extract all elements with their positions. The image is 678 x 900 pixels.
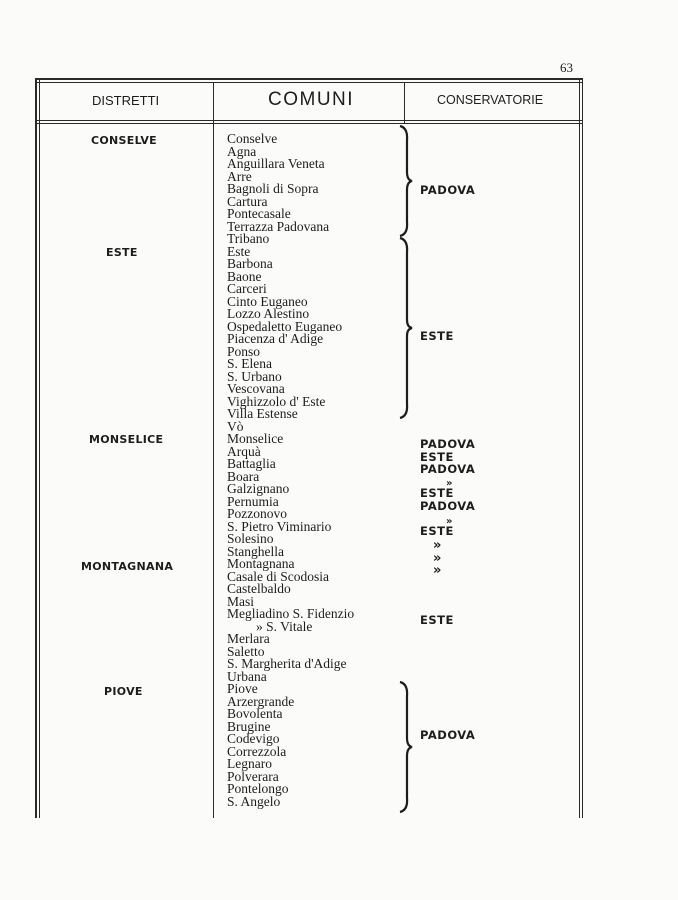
comune-pontelongo: Pontelongo	[227, 781, 289, 796]
comune-pontecasale: Pontecasale	[227, 206, 291, 221]
top-rule	[36, 78, 582, 80]
left-border-inner	[39, 78, 40, 818]
right-border	[579, 78, 580, 818]
comune-vighizzolo-d-este: Vighizzolo d' Este	[227, 393, 326, 409]
comune-conselve: Conselve	[227, 131, 278, 146]
ditto-mark-galzignano: »	[446, 478, 453, 489]
comune-barbona: Barbona	[227, 256, 273, 271]
comune-arqua: Arquà	[227, 443, 261, 459]
comune-castelbaldo: Castelbaldo	[227, 581, 291, 596]
comune-arre: Arre	[227, 168, 252, 184]
comune-solesino: Solesino	[227, 531, 274, 546]
comune-casale-di-scodosia: Casale di Scodosia	[227, 568, 329, 584]
conservatoria-este-s-pietro: ESTE	[420, 524, 454, 538]
comune-piacenza-d-adige: Piacenza d' Adige	[227, 331, 324, 346]
ditto-mark-solesino: »	[433, 538, 442, 553]
page-number: 63	[560, 60, 573, 75]
comune-pozzonovo: Pozzonovo	[227, 506, 287, 521]
comune-urbana: Urbana	[227, 668, 267, 684]
comune-lozzo-alestino: Lozzo Alestino	[227, 306, 310, 321]
conservatoria-padova-1: PADOVA	[420, 183, 476, 197]
header-comuni: COMUNI	[268, 89, 355, 110]
comune-brugine: Brugine	[227, 718, 271, 734]
comune-cartura: Cartura	[227, 193, 268, 209]
district-conselve: CONSELVE	[91, 134, 157, 147]
comune-masi: Masi	[227, 593, 254, 609]
header-conservatorie: CONSERVATORIE	[437, 93, 544, 107]
comune-s-elena: S. Elena	[227, 356, 272, 371]
brace-group-padova-2	[397, 680, 417, 814]
comune-legnaro: Legnaro	[227, 756, 272, 771]
comune-tribano: Tribano	[227, 231, 270, 246]
brace-group-padova-1	[397, 124, 417, 238]
ditto-mark-s-pietro: »	[446, 516, 453, 527]
comune-megliadino-s-fidenzio: Megliadino S. Fidenzio	[227, 606, 355, 621]
brace-group-este	[397, 236, 417, 420]
district-montagnana: MONTAGNANA	[81, 560, 174, 573]
conservatoria-este-2: ESTE	[420, 613, 454, 627]
district-piove: PIOVE	[104, 685, 143, 698]
comune-battaglia: Battaglia	[227, 456, 276, 471]
column-divider-2	[404, 82, 405, 124]
comune-pernumia: Pernumia	[227, 493, 279, 509]
comune-s-margherita-d-adige: S. Margherita d'Adige	[227, 656, 347, 671]
comune-galzignano: Galzignano	[227, 481, 290, 496]
right-border-inner	[582, 78, 583, 818]
comune-bagnoli-di-sopra: Bagnoli di Sopra	[227, 181, 319, 196]
comune-vo: Vò	[227, 418, 244, 434]
comune-s-pietro-viminario: S. Pietro Viminario	[227, 518, 332, 534]
comune-villa-estense: Villa Estense	[227, 406, 298, 421]
comune-terrazza-padovana: Terrazza Padovana	[227, 218, 330, 234]
conservatoria-este-1: ESTE	[420, 329, 454, 343]
header-bottom-rule	[36, 120, 582, 121]
comune-agna: Agna	[227, 143, 257, 159]
district-este: ESTE	[106, 246, 138, 259]
comune-merlara: Merlara	[227, 631, 270, 646]
left-border	[35, 78, 37, 818]
ditto-mark-montagnana: »	[433, 563, 442, 578]
conservatoria-padova-monselice: PADOVA	[420, 437, 476, 451]
header-bottom-rule-inner	[36, 123, 582, 124]
conservatoria-padova-battaglia: PADOVA	[420, 462, 476, 476]
comune-cinto-euganeo: Cinto Euganeo	[227, 293, 308, 309]
comune-monselice: Monselice	[227, 431, 284, 446]
comune-boara: Boara	[227, 468, 260, 484]
comune-correzzola: Correzzola	[227, 743, 287, 759]
comune-este: Este	[227, 243, 251, 259]
comune-ospedaletto-euganeo: Ospedaletto Euganeo	[227, 318, 343, 334]
comune-baone: Baone	[227, 268, 262, 284]
comune-ponso: Ponso	[227, 343, 261, 359]
comune-codevigo: Codevigo	[227, 731, 280, 746]
comune-bovolenta: Bovolenta	[227, 706, 283, 721]
comune-arzergrande: Arzergrande	[227, 693, 295, 709]
top-rule-inner	[36, 82, 582, 83]
comune-polverara: Polverara	[227, 768, 279, 784]
comune-megliadino-s-vitale: » S. Vitale	[256, 618, 313, 634]
comune-s-urbano: S. Urbano	[227, 368, 282, 384]
conservatoria-padova-3: PADOVA	[420, 728, 476, 742]
comune-anguillara-veneta: Anguillara Veneta	[227, 156, 325, 171]
comune-vescovana: Vescovana	[227, 381, 285, 396]
column-divider-1	[213, 82, 214, 818]
conservatoria-este-arqua: ESTE	[420, 450, 454, 464]
comune-carceri: Carceri	[227, 281, 267, 296]
comune-montagnana: Montagnana	[227, 556, 295, 571]
district-monselice: MONSELICE	[89, 433, 164, 446]
conservatoria-padova-pernumia: PADOVA	[420, 499, 476, 513]
comune-stanghella: Stanghella	[227, 543, 284, 559]
header-distretti: DISTRETTI	[92, 93, 160, 108]
ditto-mark-stanghella: »	[433, 551, 442, 566]
comune-piove: Piove	[227, 681, 258, 696]
conservatoria-este-galzignano: ESTE	[420, 486, 454, 500]
comune-s-angelo: S. Angelo	[227, 793, 281, 809]
comune-saletto: Saletto	[227, 643, 265, 659]
